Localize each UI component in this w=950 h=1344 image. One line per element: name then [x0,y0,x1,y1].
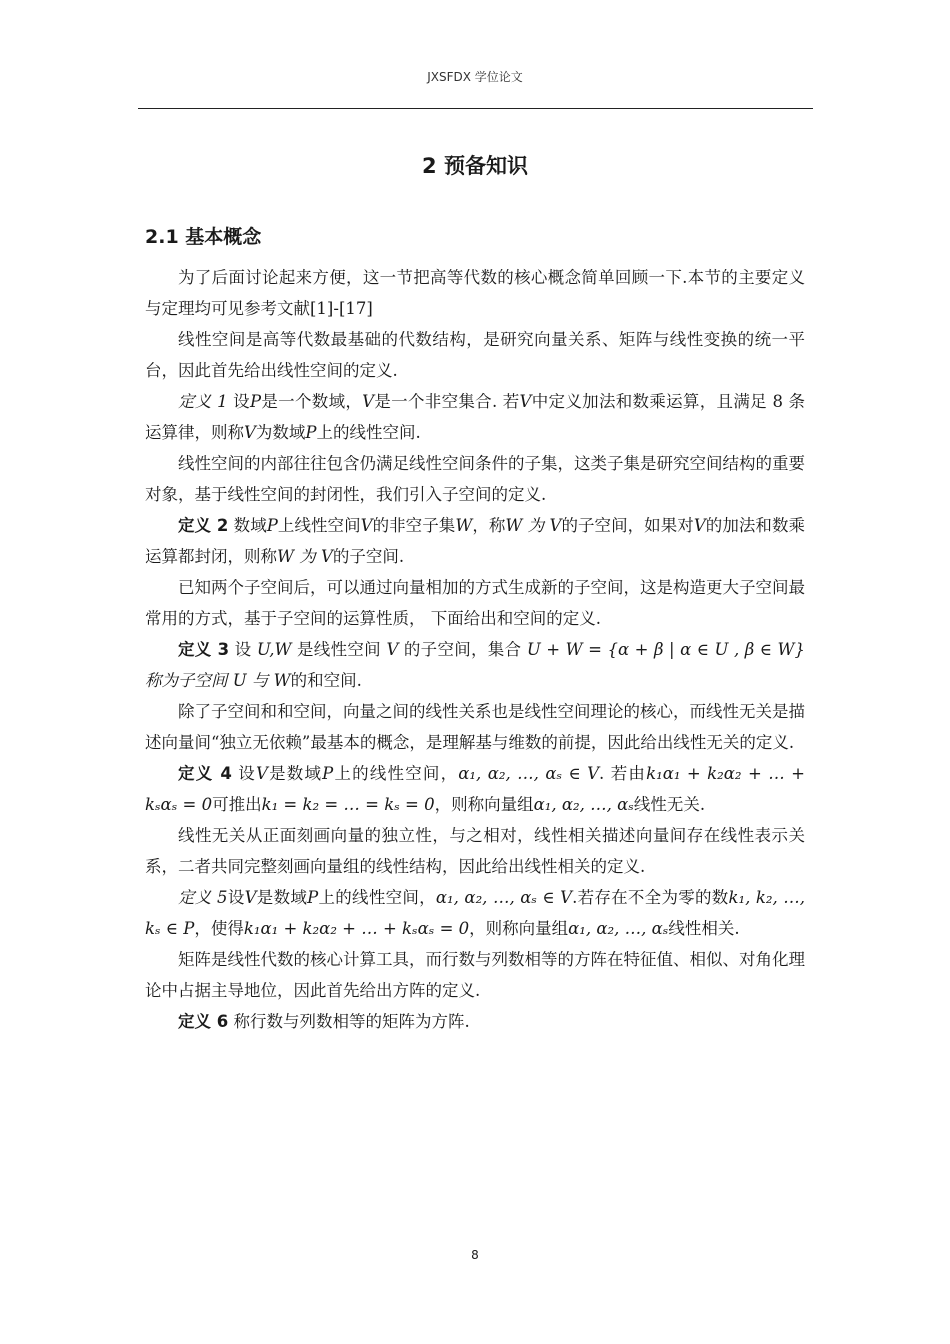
section-title: 2.1 基本概念 [145,226,262,248]
definition-2: 定义 2 数域P上线性空间V的非空子集W，称W 为 V的子空间，如果对V的加法和数乘运算都封闭，则称W 为 V的子空间. [145,516,806,566]
definition-5: 定义 5设V是数域P上的线性空间，α₁, α₂, …, αₛ ∈ V.若存在不全为零的数k₁, k₂, …, kₛ ∈ P，使得k₁α₁ + k₂α₂ + … + kₛαₛ = 0，则称向量组α₁, α₂, …, αₛ线性相关. [145,888,806,938]
definition-label: 定义 3 [178,640,230,659]
paragraph-subspace: 线性空间的内部往往包含仍满足线性空间条件的子集，这类子集是研究空间结构的重要对象，基于线性空间的封闭性，我们引入子空间的定义. [145,454,805,504]
definition-4: 定义 4 设V是数域P上的线性空间，α₁, α₂, …, αₛ ∈ V. 若由k₁α₁ + k₂α₂ + … + kₛαₛ = 0可推出k₁ = k₂ = … = kₛ = 0，则称向量组α₁, α₂, …, αₛ线性无关. [145,764,806,814]
header-divider [138,108,813,109]
vector-set-formula: α₁, α₂, …, αₛ ∈ V [458,764,600,783]
paragraph-independence: 除了子空间和和空间，向量之间的线性关系也是线性空间理论的核心，而线性无关是描述向量间“独立无依赖”最基本的概念，是理解基与维数的前提，因此给出线性无关的定义. [145,702,805,752]
paragraph-dependence: 线性无关从正面刻画向量的独立性，与之相对，线性相关描述向量间存在线性表示关系，二者共同完整刻画向量组的线性结构，因此给出线性相关的定义. [145,826,805,876]
paragraph-intro: 为了后面讨论起来方便，这一节把高等代数的核心概念简单回顾一下.本节的主要定义与定理均可见参考文献[1]-[17] [145,268,805,318]
page-number: 8 [471,1248,479,1262]
vector-set-formula: α₁, α₂, …, αₛ ∈ V [435,888,573,907]
page-header: JXSFDX 学位论文 [427,70,523,84]
body-text [145,262,805,1037]
zero-coefficients-formula: k₁ = k₂ = … = kₛ = 0 [261,795,435,814]
definition-label: 定义 5 [178,888,228,907]
definition-label: 定义 6 [178,1012,229,1031]
linear-combination-formula: k₁α₁ + k₂α₂ + … + kₛαₛ = 0 [243,919,470,938]
coefficients-formula: k₁, k₂, …, kₛ ∈ P [145,888,806,938]
paragraph-linear-space: 线性空间是高等代数最基础的代数结构，是研究向量关系、矩阵与线性变换的统一平台，因此首先给出线性空间的定义. [145,330,805,380]
definition-3: 定义 3 设 U,W 是线性空间 V 的子空间，集合 U + W = {α + β | α ∈ U , β ∈ W} 称为子空间 U 与 W的和空间. [145,640,805,690]
paragraph-sum-space: 已知两个子空间后，可以通过向量相加的方式生成新的子空间，这是构造更大子空间最常用的方式，基于子空间的运算性质， 下面给出和空间的定义. [145,578,805,628]
definition-label: 定义 2 [178,516,229,535]
definition-6: 定义 6 称行数与列数相等的矩阵为方阵. [178,1012,470,1031]
paragraph-matrix: 矩阵是线性代数的核心计算工具，而行数与列数相等的方阵在特征值、相似、对角化理论中占据主导地位，因此首先给出方阵的定义. [145,950,805,1000]
sum-space-formula: U + W = {α + β | α ∈ U , β ∈ W} [526,640,805,659]
chapter-title: 2 预备知识 [422,154,528,178]
definition-1: 定义 1 设P是一个数域，V是一个非空集合. 若V中定义加法和数乘运算，且满足 8 条运算律，则称V为数域P上的线性空间. [145,392,805,442]
definition-label: 定义 4 [178,764,232,783]
definition-label: 定义 1 [178,392,228,411]
linear-combination-formula: k₁α₁ + k₂α₂ + … + kₛαₛ = 0 [145,764,806,814]
